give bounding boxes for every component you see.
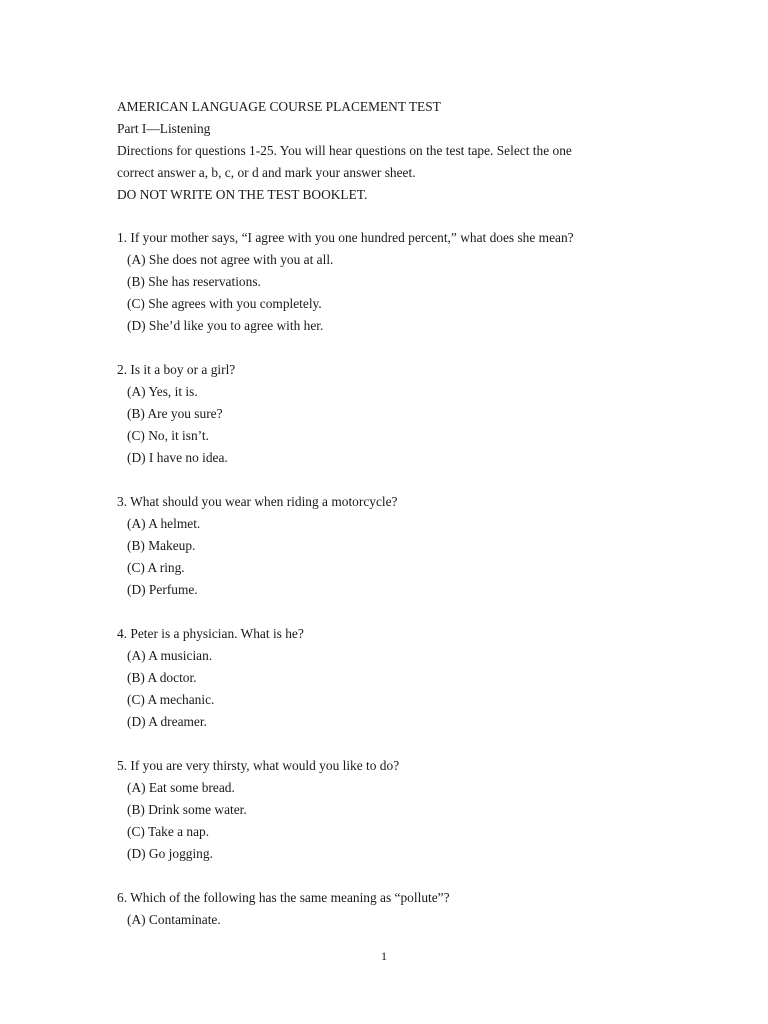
question-stem: 6. Which of the following has the same meaning as “pollute”?: [117, 890, 450, 905]
page-number: 1: [381, 949, 387, 963]
question-3: [117, 491, 697, 601]
answer-option-d: (D) A dreamer.: [127, 714, 207, 729]
answer-option-d: (D) Perfume.: [127, 582, 198, 597]
answer-option-c: (C) She agrees with you completely.: [127, 296, 322, 311]
question-stem: 3. What should you wear when riding a motorcycle?: [117, 494, 398, 509]
answer-option-a: (A) She does not agree with you at all.: [127, 252, 334, 267]
answer-option-b: (B) Are you sure?: [127, 406, 223, 421]
test-header: [117, 96, 677, 206]
answer-option-a: (A) Contaminate.: [127, 912, 221, 927]
answer-option-b: (B) Drink some water.: [127, 802, 247, 817]
question-stem: 5. If you are very thirsty, what would you like to do?: [117, 758, 400, 773]
answer-option-b: (B) She has reservations.: [127, 274, 261, 289]
question-list: [117, 227, 697, 953]
answer-option-c: (C) Take a nap.: [127, 824, 210, 839]
answer-option-d: (D) She’d like you to agree with her.: [127, 318, 324, 333]
answer-option-d: (D) Go jogging.: [127, 846, 213, 861]
answer-option-b: (B) A doctor.: [127, 670, 197, 685]
answer-option-b: (B) Makeup.: [127, 538, 196, 553]
test-title: AMERICAN LANGUAGE COURSE PLACEMENT TEST: [117, 99, 441, 114]
answer-option-c: (C) A ring.: [127, 560, 185, 575]
question-4: [117, 623, 697, 733]
part-heading: Part I—Listening: [117, 121, 211, 136]
answer-option-c: (C) No, it isn’t.: [127, 428, 209, 443]
warning-notice: DO NOT WRITE ON THE TEST BOOKLET.: [117, 187, 368, 202]
answer-option-a: (A) A helmet.: [127, 516, 201, 531]
question-stem: 4. Peter is a physician. What is he?: [117, 626, 304, 641]
question-stem: 2. Is it a boy or a girl?: [117, 362, 236, 377]
answer-option-c: (C) A mechanic.: [127, 692, 215, 707]
answer-option-d: (D) I have no idea.: [127, 450, 228, 465]
answer-option-a: (A) Eat some bread.: [127, 780, 235, 795]
directions-line-2: correct answer a, b, c, or d and mark your answer sheet.: [117, 165, 416, 180]
answer-option-a: (A) Yes, it is.: [127, 384, 198, 399]
directions-line-1: Directions for questions 1-25. You will hear questions on the test tape. Select the one: [117, 143, 572, 158]
question-stem: 1. If your mother says, “I agree with you one hundred percent,” what does she mean?: [117, 230, 574, 245]
question-1: [117, 227, 697, 337]
question-2: [117, 359, 697, 469]
answer-option-a: (A) A musician.: [127, 648, 213, 663]
question-6: [117, 887, 697, 931]
question-5: [117, 755, 697, 865]
